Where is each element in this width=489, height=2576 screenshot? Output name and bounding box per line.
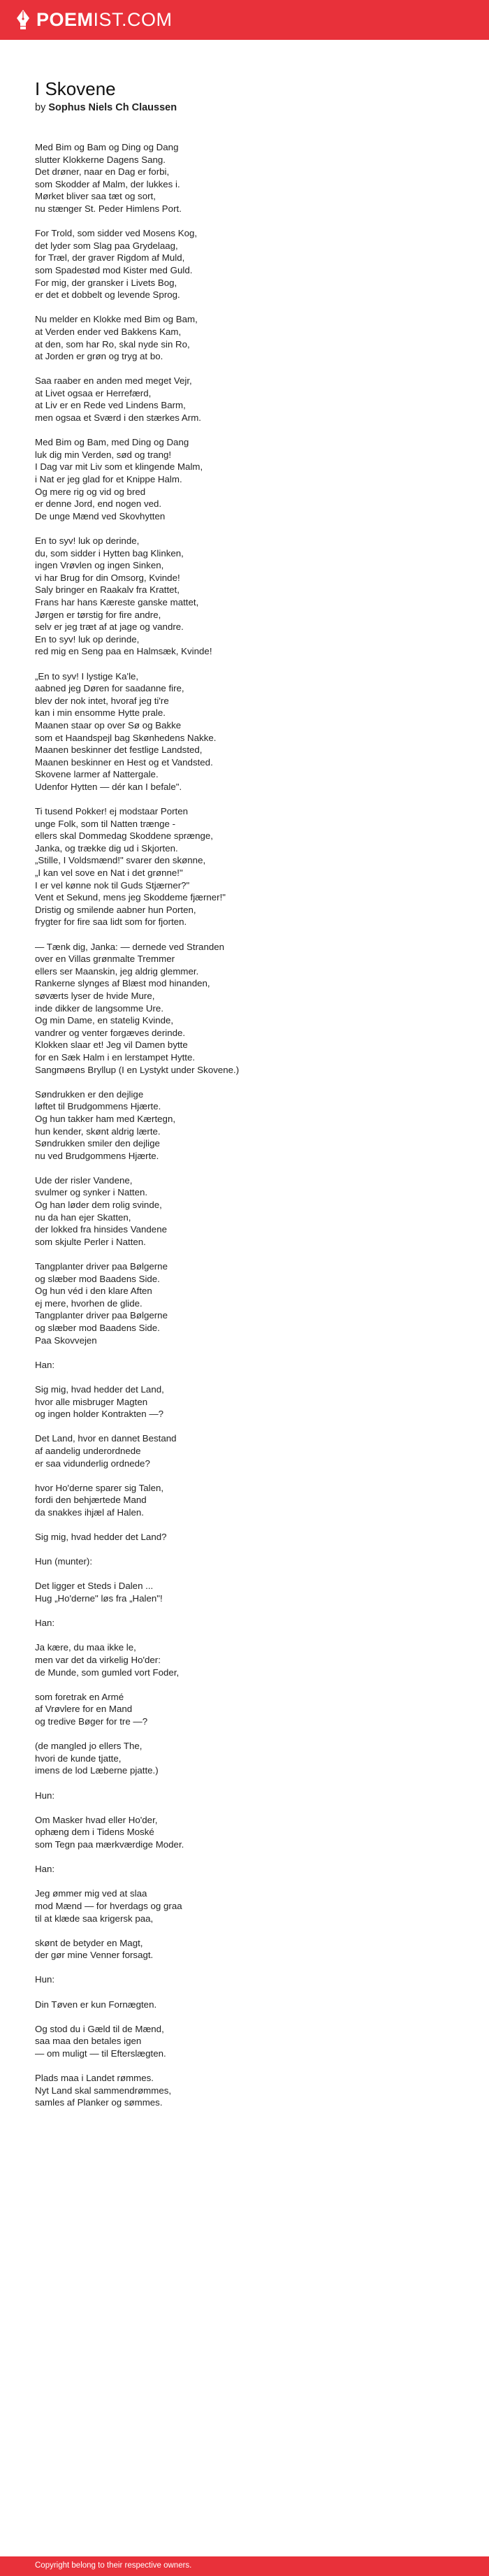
poem-line: Klokken slaar et! Jeg vil Damen bytte bbox=[35, 1039, 188, 1051]
poem-line: hvor alle misbruger Magten bbox=[35, 1396, 148, 1407]
poem-line: Det Land, hvor en dannet Bestand bbox=[35, 1433, 177, 1444]
poem-line: er det et dobbelt og levende Sprog. bbox=[35, 289, 180, 301]
poem-line: „En to syv! I lystige Ka'le, bbox=[35, 670, 139, 682]
poem-line: Og hun véd i den klare Aften bbox=[35, 1286, 152, 1297]
poem-line: slutter Klokkerne Dagens Sang. bbox=[35, 154, 166, 165]
poem-line: fordi den behjærtede Mand bbox=[35, 1495, 147, 1506]
poem-line: da snakkes ihjæl af Halen. bbox=[35, 1506, 144, 1518]
poem-stanza bbox=[35, 1740, 454, 1777]
poem-line: og ingen holder Kontrakten —? bbox=[35, 1409, 164, 1420]
poem-line: Han: bbox=[35, 1864, 55, 1875]
poem-stanza bbox=[35, 941, 454, 1077]
poem-stanza bbox=[35, 375, 454, 424]
poem-line: der lokked fra hinsides Vandene bbox=[35, 1224, 167, 1235]
poem-line: frygter for fire saa lidt som for fjorten. bbox=[35, 916, 187, 928]
poem-stanza bbox=[35, 436, 454, 522]
poem-line: Hun: bbox=[35, 1974, 55, 1985]
poem-line: For mig, der gransker i Livets Bog, bbox=[35, 277, 177, 288]
poem-content bbox=[35, 77, 454, 2122]
byline bbox=[35, 101, 454, 115]
poem-line: I er vel kønne nok til Guds Stjærner?" bbox=[35, 879, 190, 891]
poem-line: Med Bim og Bam, med Ding og Dang bbox=[35, 437, 189, 448]
poem-line: Det drøner, naar en Dag er forbi, bbox=[35, 166, 170, 178]
poem-stanza bbox=[35, 1617, 454, 1629]
poem-line: Dristig og smilende aabner hun Porten, bbox=[35, 904, 196, 915]
poem-line: Tangplanter driver paa Bølgerne bbox=[35, 1261, 168, 1272]
poem-line: En to syv! luk op derinde, bbox=[35, 535, 140, 546]
poem-line: Med Bim og Bam og Ding og Dang bbox=[35, 142, 179, 152]
poem-body bbox=[35, 141, 454, 2109]
poem-stanza bbox=[35, 141, 454, 215]
poem-line: hun kender, skønt aldrig lærte. bbox=[35, 1125, 161, 1137]
poem-line: som Spadestød mod Kister med Guld. bbox=[35, 264, 193, 275]
poem-stanza bbox=[35, 535, 454, 658]
poem-line: mod Mænd — for hverdags og graa bbox=[35, 1900, 182, 1911]
poem-line: ingen Vrøvlen og ingen Sinken, bbox=[35, 560, 164, 571]
poem-line: Mørket bliver saa tæt og sort, bbox=[35, 191, 156, 202]
poem-stanza bbox=[35, 1580, 454, 1604]
poem-line: Sig mig, hvad hedder det Land? bbox=[35, 1532, 167, 1543]
poem-line: Plads maa i Landet rømmes. bbox=[35, 2073, 154, 2084]
poem-line: og slæber mod Baadens Side. bbox=[35, 1273, 160, 1284]
poem-line: ophæng dem i Tidens Moské bbox=[35, 1827, 154, 1838]
poem-line: Frans har hans Kæreste ganske mattet, bbox=[35, 596, 199, 607]
poem-line: Maanen beskinner en Hest og et Vandsted. bbox=[35, 756, 213, 768]
poem-line: hvori de kunde tjatte, bbox=[35, 1753, 122, 1764]
poem-line: imens de lod Læberne pjatte.) bbox=[35, 1765, 159, 1776]
poem-line: løftet til Brudgommens Hjærte. bbox=[35, 1101, 161, 1112]
poem-line: svulmer og synker i Natten. bbox=[35, 1187, 148, 1198]
poem-stanza bbox=[35, 670, 454, 793]
poem-line: saa maa den betales igen bbox=[35, 2036, 142, 2047]
poem-line: at Liv er en Rede ved Lindens Barm, bbox=[35, 400, 186, 411]
poem-line: over en Villas grønmalte Tremmer bbox=[35, 954, 175, 965]
poem-line: er saa vidunderlig ordnede? bbox=[35, 1458, 150, 1469]
poem-stanza bbox=[35, 313, 454, 362]
poem-line: som et Haandspejl bag Skønhedens Nakke. bbox=[35, 732, 217, 743]
poem-line: Nu melder en Klokke med Bim og Bam, bbox=[35, 314, 198, 325]
poem-line: at Livet ogsaa er Herrefærd, bbox=[35, 387, 152, 398]
poem-stanza bbox=[35, 805, 454, 928]
poem-line: Maanen beskinner det festlige Landsted, bbox=[35, 744, 203, 756]
poem-line: (de mangled jo ellers The, bbox=[35, 1741, 143, 1752]
byline-prefix: by bbox=[35, 102, 46, 113]
poem-stanza bbox=[35, 1973, 454, 1986]
poem-stanza bbox=[35, 1260, 454, 1346]
poem-line: nu stænger St. Peder Himlens Port. bbox=[35, 203, 182, 214]
poem-line: Nyt Land skal sammendrømmes, bbox=[35, 2085, 172, 2096]
poem-line: af Vrøvlere for en Mand bbox=[35, 1704, 133, 1715]
poem-line: Og han løder dem rolig svinde, bbox=[35, 1200, 162, 1211]
poem-line: for en Sæk Halm i en lerstampet Hytte. bbox=[35, 1051, 196, 1063]
poem-line: som Tegn paa mærkværdige Moder. bbox=[35, 1839, 184, 1850]
poem-stanza bbox=[35, 1432, 454, 1469]
poem-line: red mig en Seng paa en Halmsæk, Kvinde! bbox=[35, 646, 212, 657]
author-link[interactable]: Sophus Niels Ch Claussen bbox=[48, 102, 177, 113]
poem-line: „I kan vel sove en Nat i det grønne!" bbox=[35, 868, 183, 879]
poem-line: til at klæde saa krigersk paa, bbox=[35, 1913, 154, 1924]
poem-line: For Trold, som sidder ved Mosens Kog, bbox=[35, 228, 198, 239]
poem-line: Og hun takker ham med Kærtegn, bbox=[35, 1113, 176, 1124]
poem-line: men ogsaa et Sværd i den stærkes Arm. bbox=[35, 412, 201, 424]
poem-line: Han: bbox=[35, 1618, 55, 1629]
poem-line: — om muligt — til Efterslægten. bbox=[35, 2048, 166, 2059]
poem-line: Hug „Ho'derne" løs fra „Halen"! bbox=[35, 1593, 163, 1604]
poem-line: Saly bringer en Raakalv fra Krattet, bbox=[35, 584, 180, 596]
poem-line: luk dig min Verden, sød og trang! bbox=[35, 449, 172, 460]
poem-line: Søndrukken smiler den dejlige bbox=[35, 1138, 160, 1149]
poem-line: aabned jeg Døren for saadanne fire, bbox=[35, 683, 184, 694]
poem-line: Ti tusend Pokker! ej modstaar Porten bbox=[35, 806, 189, 817]
poem-line: der gør mine Venner forsagt. bbox=[35, 1950, 154, 1961]
site-footer bbox=[0, 2556, 489, 2576]
poem-line: vandrer og venter forgæves derinde. bbox=[35, 1027, 186, 1038]
poem-stanza bbox=[35, 1641, 454, 1678]
poem-line: Det ligger et Steds i Dalen ... bbox=[35, 1581, 154, 1592]
poem-line: Skovene larmer af Nattergale. bbox=[35, 769, 159, 780]
poem-line: ellers skal Dommedag Skoddene sprænge, bbox=[35, 830, 213, 842]
poem-line: inde dikker de langsomme Ure. bbox=[35, 1002, 164, 1014]
poem-line: Sig mig, hvad hedder det Land, bbox=[35, 1383, 164, 1395]
poem-line: og tredive Bøger for tre —? bbox=[35, 1716, 148, 1727]
poem-stanza bbox=[35, 1937, 454, 1962]
site-logo[interactable] bbox=[15, 9, 173, 30]
poem-line: unge Folk, som til Natten trænge - bbox=[35, 818, 176, 829]
poem-stanza bbox=[35, 2023, 454, 2060]
poem-line: Din Tøven er kun Fornægten. bbox=[35, 1999, 157, 2010]
poem-line: at Jorden er grøn og tryg at bo. bbox=[35, 351, 163, 362]
poem-line: Jørgen er tørstig for fire andre, bbox=[35, 609, 161, 620]
copyright-text: Copyright belong to their respective owners. bbox=[35, 2561, 192, 2570]
poem-line: nu ved Brudgommens Hjærte. bbox=[35, 1150, 159, 1161]
poem-stanza bbox=[35, 1691, 454, 1728]
poem-line: samles af Planker og sømmes. bbox=[35, 2097, 163, 2108]
poem-stanza bbox=[35, 1531, 454, 1544]
poem-line: Rankerne slynges af Blæst mod hinanden, bbox=[35, 978, 210, 989]
poem-stanza bbox=[35, 1359, 454, 1372]
poem-line: skønt de betyder en Magt, bbox=[35, 1937, 143, 1948]
poem-stanza bbox=[35, 227, 454, 301]
poem-title: I Skovene bbox=[35, 78, 116, 99]
poem-line: at den, som har Ro, skal nyde sin Ro, bbox=[35, 338, 190, 350]
poem-line: som Skodder af Malm, der lukkes i. bbox=[35, 178, 180, 189]
poem-line: Sangmøens Bryllup (I en Lystykt under Skovene.) bbox=[35, 1064, 240, 1075]
poem-line: Søndrukken er den dejlige bbox=[35, 1088, 144, 1100]
poem-stanza bbox=[35, 1174, 454, 1249]
poem-line: vi har Brug for din Omsorg, Kvinde! bbox=[35, 572, 180, 583]
poem-line: Hun: bbox=[35, 1790, 55, 1801]
poem-line: Vent et Sekund, mens jeg Skoddeme fjærner!" bbox=[35, 892, 226, 903]
pen-nib-icon bbox=[15, 9, 31, 30]
poem-line: Og mere rig og vid og bred bbox=[35, 486, 146, 497]
poem-stanza bbox=[35, 1814, 454, 1851]
poem-line: Udenfor Hytten — dér kan I befale". bbox=[35, 781, 182, 792]
poem-line: Om Masker hvad eller Ho'der, bbox=[35, 1814, 158, 1825]
poem-line: Paa Skovvejen bbox=[35, 1334, 97, 1346]
poem-line: Tangplanter driver paa Bølgerne bbox=[35, 1310, 168, 1321]
poem-line: du, som sidder i Hytten bag Klinken, bbox=[35, 547, 184, 559]
poem-line: Janka, og trække dig ud i Skjorten. bbox=[35, 842, 178, 854]
poem-line: at Verden ender ved Bakkens Kam, bbox=[35, 326, 182, 337]
poem-line: ellers ser Maanskin, jeg aldrig glemmer. bbox=[35, 965, 199, 977]
poem-line: Saa raaber en anden med meget Vejr, bbox=[35, 375, 192, 387]
poem-line: Han: bbox=[35, 1359, 55, 1370]
poem-line: hvor Ho'derne sparer sig Talen, bbox=[35, 1482, 164, 1493]
logo-text-bold: POEM bbox=[36, 9, 94, 30]
poem-line: I Dag var mit Liv som et klingende Malm, bbox=[35, 461, 203, 473]
poem-stanza bbox=[35, 1383, 454, 1420]
poem-line: de Munde, som gumled vort Foder, bbox=[35, 1667, 180, 1678]
poem-line: søværts lyser de hvide Mure, bbox=[35, 990, 155, 1001]
poem-line: kan i min ensomme Hytte prale. bbox=[35, 707, 166, 719]
poem-line: blev der nok intet, hvoraf jeg ti're bbox=[35, 695, 169, 706]
logo-text-light: IST.COM bbox=[93, 9, 173, 30]
poem-line: Maanen staar op over Sø og Bakke bbox=[35, 719, 182, 731]
poem-stanza bbox=[35, 2072, 454, 2109]
logo-text bbox=[36, 9, 173, 30]
poem-line: er denne Jord, end nogen ved. bbox=[35, 498, 162, 510]
poem-stanza bbox=[35, 1999, 454, 2011]
poem-line: Ude der risler Vandene, bbox=[35, 1174, 133, 1186]
poem-line: Jeg ømmer mig ved at slaa bbox=[35, 1888, 147, 1899]
poem-line: som foretrak en Armé bbox=[35, 1691, 124, 1702]
poem-stanza bbox=[35, 1482, 454, 1519]
poem-stanza bbox=[35, 1887, 454, 1924]
poem-line: En to syv! luk op derinde, bbox=[35, 633, 140, 645]
poem-line: for Træl, der graver Rigdom af Muld, bbox=[35, 252, 185, 264]
poem-line: men var det da virkelig Ho'der: bbox=[35, 1655, 161, 1666]
site-header bbox=[0, 0, 489, 40]
poem-stanza bbox=[35, 1790, 454, 1802]
poem-line: det lyder som Slag paa Grydelaag, bbox=[35, 240, 178, 251]
poem-line: Hun (munter): bbox=[35, 1556, 93, 1567]
poem-line: og slæber mod Baadens Side. bbox=[35, 1323, 160, 1333]
poem-line: som skjulte Perler i Natten. bbox=[35, 1236, 146, 1247]
poem-stanza bbox=[35, 1555, 454, 1568]
poem-line: nu da han ejer Skatten, bbox=[35, 1211, 131, 1223]
poem-line: De unge Mænd ved Skovhytten bbox=[35, 510, 166, 521]
poem-line: Og min Dame, en statelig Kvinde, bbox=[35, 1015, 174, 1026]
poem-line: af aandelig underordnede bbox=[35, 1445, 141, 1456]
poem-stanza bbox=[35, 1863, 454, 1876]
poem-line: ej mere, hvorhen de glide. bbox=[35, 1297, 143, 1309]
poem-line: — Tænk dig, Janka: — dernede ved Stranden bbox=[35, 941, 225, 952]
poem-line: i Nat er jeg glad for et Knippe Halm. bbox=[35, 474, 182, 485]
poem-stanza bbox=[35, 1088, 454, 1163]
poem-line: Ja kære, du maa ikke le, bbox=[35, 1642, 136, 1653]
poem-line: Og stod du i Gæld til de Mænd, bbox=[35, 2023, 164, 2034]
poem-line: selv er jeg træt af at jage og vandre. bbox=[35, 621, 184, 633]
poem-line: „Stille, I Voldsmænd!" svarer den skønne, bbox=[35, 855, 206, 866]
